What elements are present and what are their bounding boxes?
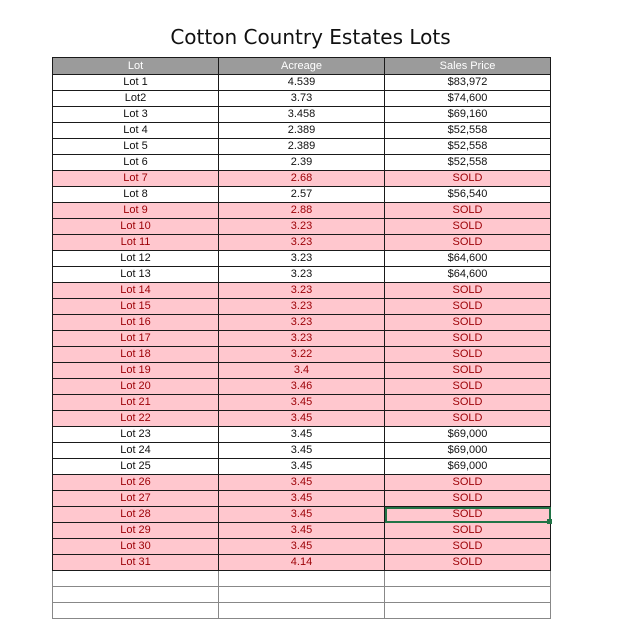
table-row (53, 427, 551, 443)
acreage-cell[interactable]: 3.45 (219, 459, 385, 475)
empty-cell[interactable] (219, 603, 385, 619)
table-row (53, 379, 551, 395)
price-cell[interactable]: $83,972 (385, 75, 551, 91)
column-header-sales-price[interactable]: Sales Price (385, 58, 551, 75)
table-row (53, 523, 551, 539)
acreage-cell[interactable]: 3.45 (219, 411, 385, 427)
table-row (53, 555, 551, 571)
table-row (53, 459, 551, 475)
lot-cell[interactable]: Lot 17 (53, 331, 219, 347)
lot-cell[interactable]: Lot 25 (53, 459, 219, 475)
price-cell[interactable]: $64,600 (385, 251, 551, 267)
price-cell[interactable]: SOLD (385, 331, 551, 347)
table-row (53, 123, 551, 139)
acreage-cell[interactable]: 3.23 (219, 267, 385, 283)
price-cell[interactable]: SOLD (385, 475, 551, 491)
table-row (53, 491, 551, 507)
table-row (53, 395, 551, 411)
acreage-cell[interactable]: 4.539 (219, 75, 385, 91)
table-row (53, 219, 551, 235)
price-cell[interactable]: SOLD (385, 507, 551, 523)
acreage-cell[interactable]: 3.23 (219, 235, 385, 251)
table-row (53, 155, 551, 171)
price-cell[interactable]: SOLD (385, 315, 551, 331)
acreage-cell[interactable]: 3.4 (219, 363, 385, 379)
fill-handle[interactable] (547, 519, 552, 524)
acreage-cell[interactable]: 2.39 (219, 155, 385, 171)
lot-cell[interactable]: Lot 9 (53, 203, 219, 219)
table-row (53, 235, 551, 251)
empty-row (53, 571, 551, 587)
lot-cell[interactable]: Lot2 (53, 91, 219, 107)
empty-cell[interactable] (385, 571, 551, 587)
lot-cell[interactable]: Lot 22 (53, 411, 219, 427)
table-row (53, 187, 551, 203)
acreage-cell[interactable]: 3.23 (219, 331, 385, 347)
acreage-cell[interactable]: 3.45 (219, 475, 385, 491)
header-row (53, 58, 551, 75)
price-cell[interactable]: SOLD (385, 523, 551, 539)
price-cell[interactable]: $69,000 (385, 459, 551, 475)
lot-cell[interactable]: Lot 1 (53, 75, 219, 91)
lot-cell[interactable]: Lot 27 (53, 491, 219, 507)
table-row (53, 299, 551, 315)
sheet-title: Cotton Country Estates Lots (170, 25, 451, 49)
acreage-cell[interactable]: 3.73 (219, 91, 385, 107)
acreage-cell[interactable]: 2.57 (219, 187, 385, 203)
table-row (53, 91, 551, 107)
lot-cell[interactable]: Lot 20 (53, 379, 219, 395)
empty-cell[interactable] (219, 587, 385, 603)
price-cell[interactable]: SOLD (385, 411, 551, 427)
lot-cell[interactable]: Lot 3 (53, 107, 219, 123)
empty-cell[interactable] (385, 603, 551, 619)
empty-cell[interactable] (385, 587, 551, 603)
price-cell[interactable]: $52,558 (385, 123, 551, 139)
price-cell[interactable]: SOLD (385, 203, 551, 219)
acreage-cell[interactable]: 3.23 (219, 251, 385, 267)
acreage-cell[interactable]: 4.14 (219, 555, 385, 571)
table-row (53, 507, 551, 523)
lot-cell[interactable]: Lot 6 (53, 155, 219, 171)
lot-cell[interactable]: Lot 30 (53, 539, 219, 555)
table-row (53, 203, 551, 219)
table-row (53, 475, 551, 491)
price-cell[interactable]: SOLD (385, 347, 551, 363)
acreage-cell[interactable]: 3.23 (219, 283, 385, 299)
table-row (53, 539, 551, 555)
table-row (53, 107, 551, 123)
lots-table (52, 57, 551, 619)
acreage-cell[interactable]: 3.22 (219, 347, 385, 363)
lot-cell[interactable]: Lot 14 (53, 283, 219, 299)
price-cell[interactable]: SOLD (385, 363, 551, 379)
lot-cell[interactable]: Lot 26 (53, 475, 219, 491)
price-cell[interactable]: $52,558 (385, 155, 551, 171)
price-cell[interactable]: SOLD (385, 219, 551, 235)
table-row (53, 267, 551, 283)
price-cell[interactable]: SOLD (385, 539, 551, 555)
table-body (53, 75, 551, 619)
lot-cell[interactable]: Lot 31 (53, 555, 219, 571)
price-cell[interactable]: $74,600 (385, 91, 551, 107)
price-cell[interactable]: SOLD (385, 235, 551, 251)
acreage-cell[interactable]: 2.389 (219, 139, 385, 155)
acreage-cell[interactable]: 3.45 (219, 539, 385, 555)
acreage-cell[interactable]: 2.88 (219, 203, 385, 219)
lot-cell[interactable]: Lot 28 (53, 507, 219, 523)
table-row (53, 443, 551, 459)
column-header-acreage[interactable]: Acreage (219, 58, 385, 75)
price-cell[interactable]: SOLD (385, 555, 551, 571)
acreage-cell[interactable]: 3.458 (219, 107, 385, 123)
empty-cell[interactable] (53, 571, 219, 587)
empty-cell[interactable] (219, 571, 385, 587)
empty-cell[interactable] (53, 603, 219, 619)
lot-cell[interactable]: Lot 19 (53, 363, 219, 379)
lot-cell[interactable]: Lot 16 (53, 315, 219, 331)
price-cell[interactable]: $56,540 (385, 187, 551, 203)
price-cell[interactable]: SOLD (385, 379, 551, 395)
table-row (53, 75, 551, 91)
acreage-cell[interactable]: 3.45 (219, 523, 385, 539)
acreage-cell[interactable]: 3.45 (219, 507, 385, 523)
lot-cell[interactable]: Lot 12 (53, 251, 219, 267)
empty-row (53, 603, 551, 619)
column-header-lot[interactable]: Lot (53, 58, 219, 75)
acreage-cell[interactable]: 3.23 (219, 219, 385, 235)
table-row (53, 139, 551, 155)
lot-cell[interactable]: Lot 10 (53, 219, 219, 235)
lot-cell[interactable]: Lot 18 (53, 347, 219, 363)
acreage-cell[interactable]: 3.23 (219, 315, 385, 331)
price-cell[interactable]: $52,558 (385, 139, 551, 155)
lot-cell[interactable]: Lot 21 (53, 395, 219, 411)
table-row (53, 411, 551, 427)
price-cell[interactable]: $69,160 (385, 107, 551, 123)
price-cell[interactable]: SOLD (385, 395, 551, 411)
lot-cell[interactable]: Lot 8 (53, 187, 219, 203)
price-cell[interactable]: $69,000 (385, 443, 551, 459)
lot-cell[interactable]: Lot 24 (53, 443, 219, 459)
table-row (53, 171, 551, 187)
acreage-cell[interactable]: 3.45 (219, 491, 385, 507)
lot-cell[interactable]: Lot 13 (53, 267, 219, 283)
lot-cell[interactable]: Lot 29 (53, 523, 219, 539)
acreage-cell[interactable]: 3.45 (219, 443, 385, 459)
price-cell[interactable]: SOLD (385, 171, 551, 187)
acreage-cell[interactable]: 3.46 (219, 379, 385, 395)
lot-cell[interactable]: Lot 15 (53, 299, 219, 315)
acreage-cell[interactable]: 2.68 (219, 171, 385, 187)
price-cell[interactable]: $69,000 (385, 427, 551, 443)
table-row (53, 347, 551, 363)
price-cell[interactable]: SOLD (385, 283, 551, 299)
table-row (53, 315, 551, 331)
acreage-cell[interactable]: 3.45 (219, 395, 385, 411)
lot-cell[interactable]: Lot 23 (53, 427, 219, 443)
price-cell[interactable]: SOLD (385, 299, 551, 315)
acreage-cell[interactable]: 2.389 (219, 123, 385, 139)
acreage-cell[interactable]: 3.45 (219, 427, 385, 443)
table-row (53, 283, 551, 299)
table-row (53, 363, 551, 379)
empty-cell[interactable] (53, 587, 219, 603)
price-cell[interactable]: $64,600 (385, 267, 551, 283)
lot-cell[interactable]: Lot 11 (53, 235, 219, 251)
lot-cell[interactable]: Lot 4 (53, 123, 219, 139)
price-cell[interactable]: SOLD (385, 491, 551, 507)
table-row (53, 251, 551, 267)
lot-cell[interactable]: Lot 7 (53, 171, 219, 187)
lot-cell[interactable]: Lot 5 (53, 139, 219, 155)
acreage-cell[interactable]: 3.23 (219, 299, 385, 315)
empty-row (53, 587, 551, 603)
table-row (53, 331, 551, 347)
